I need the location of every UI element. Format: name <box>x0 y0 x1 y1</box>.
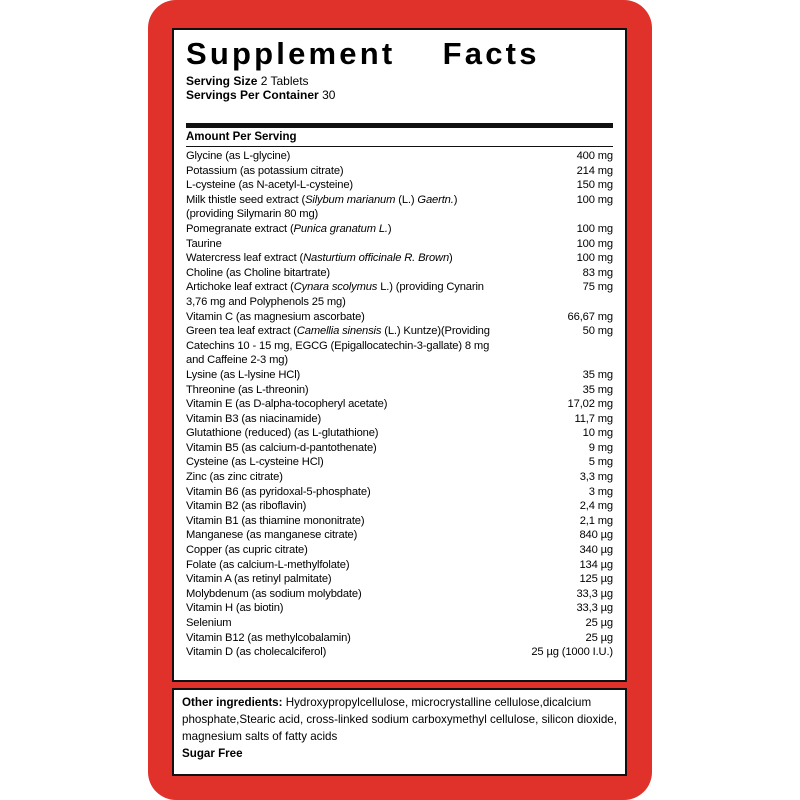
ingredient-amount: 25 µg <box>585 617 613 629</box>
ingredient-amount: 100 mg <box>576 193 613 206</box>
ingredient-row <box>186 528 613 543</box>
ingredient-name: Vitamin B12 (as methylcobalamin) <box>186 631 351 644</box>
ingredient-row <box>186 645 613 660</box>
ingredient-row <box>186 266 613 281</box>
ingredient-name: Watercress leaf extract (Nasturtium officinale R. Brown) <box>186 252 453 265</box>
ingredient-name: Cysteine (as L-cysteine HCl) <box>186 456 324 469</box>
ingredient-amount: 3 mg <box>588 485 613 498</box>
supplement-facts-panel <box>172 28 627 682</box>
ingredient-row <box>186 543 613 558</box>
ingredient-name: Taurine <box>186 237 222 250</box>
ingredient-name: Lysine (as L-lysine HCl) <box>186 368 301 381</box>
ingredient-name: Vitamin B2 (as riboflavin) <box>186 500 307 513</box>
ingredient-row <box>186 558 613 573</box>
ingredient-amount: 17,02 mg <box>567 398 613 411</box>
ingredient-amount: 66,67 mg <box>567 310 613 323</box>
ingredient-row <box>186 572 613 587</box>
ingredient-row <box>186 601 613 616</box>
ingredient-name: Vitamin D (as cholecalciferol) <box>186 646 327 659</box>
ingredient-amount: 2,4 mg <box>579 500 613 513</box>
other-ingredients-label: Other ingredients: <box>182 696 283 709</box>
ingredient-name: L-cysteine (as N-acetyl-L-cysteine) <box>186 179 353 192</box>
ingredient-amount: 100 mg <box>576 252 613 265</box>
thin-divider <box>186 146 613 147</box>
ingredient-row <box>186 499 613 514</box>
ingredient-name: Threonine (as L-threonin) <box>186 383 309 396</box>
ingredient-amount: 11,7 mg <box>574 412 613 425</box>
ingredient-name: Vitamin A (as retinyl palmitate) <box>186 573 332 586</box>
ingredient-name: Artichoke leaf extract (Cynara scolymus L.) (providing Cynarin 3,76 mg and Polyphenols 25 mg) <box>186 281 484 308</box>
serving-size-line <box>186 74 335 88</box>
ingredient-amount: 125 µg <box>579 573 613 586</box>
servings-per-container-label: Servings Per Container <box>186 88 319 102</box>
ingredient-amount: 840 µg <box>579 529 613 542</box>
ingredient-name: Copper (as cupric citrate) <box>186 544 308 557</box>
ingredient-name: Folate (as calcium-L-methylfolate) <box>186 558 350 571</box>
ingredient-amount: 50 mg <box>582 325 613 338</box>
ingredient-row <box>186 397 613 412</box>
ingredient-row <box>186 193 613 222</box>
ingredient-row <box>186 149 613 164</box>
ingredient-amount: 134 µg <box>579 558 613 571</box>
ingredient-amount: 25 µg (1000 I.U.) <box>531 646 613 659</box>
ingredient-amount: 25 µg <box>585 631 613 644</box>
ingredient-name: Vitamin E (as D-alpha-tocopheryl acetate) <box>186 398 388 411</box>
ingredient-row <box>186 164 613 179</box>
ingredient-name: Glutathione (reduced) (as L-glutathione) <box>186 427 379 440</box>
ingredient-name: Pomegranate extract (Punica granatum L.) <box>186 222 392 235</box>
ingredient-amount: 5 mg <box>588 456 613 469</box>
ingredient-amount: 9 mg <box>588 441 613 454</box>
ingredient-row <box>186 324 613 368</box>
ingredient-amount: 2,1 mg <box>579 514 613 527</box>
ingredient-row <box>186 587 613 602</box>
ingredient-row <box>186 280 613 309</box>
servings-per-container-value: 30 <box>322 88 336 102</box>
ingredient-name: Glycine (as L-glycine) <box>186 150 291 162</box>
ingredient-row <box>186 222 613 237</box>
ingredient-row <box>186 251 613 266</box>
ingredient-row <box>186 514 613 529</box>
ingredient-name: Potassium (as potassium citrate) <box>186 164 344 177</box>
ingredient-amount: 340 µg <box>579 544 613 557</box>
thick-divider <box>186 123 613 128</box>
ingredient-row <box>186 631 613 646</box>
ingredient-name: Vitamin B3 (as niacinamide) <box>186 412 322 425</box>
ingredient-amount: 35 mg <box>582 368 613 381</box>
ingredient-row <box>186 383 613 398</box>
ingredient-name: Manganese (as manganese citrate) <box>186 529 358 542</box>
ingredient-name: Vitamin B6 (as pyridoxal-5-phosphate) <box>186 485 371 498</box>
ingredient-row <box>186 368 613 383</box>
ingredient-amount: 150 mg <box>576 179 613 192</box>
ingredient-name: Zinc (as zinc citrate) <box>186 471 283 484</box>
ingredient-row <box>186 470 613 485</box>
ingredient-row <box>186 178 613 193</box>
servings-per-container-line <box>186 88 335 102</box>
ingredient-amount: 100 mg <box>576 237 613 250</box>
ingredient-amount: 83 mg <box>582 266 613 279</box>
ingredient-name: Vitamin B1 (as thiamine mononitrate) <box>186 514 365 527</box>
ingredient-row <box>186 616 613 631</box>
ingredient-name: Milk thistle seed extract (Silybum marianum (L.) Gaertn.) (providing Silymarin 80 mg) <box>186 193 458 221</box>
ingredient-name: Green tea leaf extract (Camellia sinensis (L.) Kuntze)(Providing Catechins 10 - 15 mg, EGCG (Epigallocatechin-3-gallate) 8 mg and Caffeine 2-3 mg) <box>186 325 490 367</box>
ingredient-row <box>186 310 613 325</box>
ingredient-row <box>186 426 613 441</box>
ingredient-row <box>186 237 613 252</box>
sugar-free-label: Sugar Free <box>182 747 243 760</box>
other-ingredients-text-block <box>182 694 617 745</box>
ingredient-row <box>186 485 613 500</box>
ingredient-name: Molybdenum (as sodium molybdate) <box>186 587 362 600</box>
ingredient-name: Vitamin H (as biotin) <box>186 602 284 615</box>
ingredient-amount: 33,3 µg <box>576 602 613 615</box>
ingredient-row <box>186 455 613 470</box>
other-ingredients-panel <box>172 688 627 776</box>
ingredient-row <box>186 412 613 427</box>
other-ingredients-text: Hydroxypropylcellulose, microcrystalline cellulose,dicalcium phosphate,Stearic acid, cross-linked sodium carboxymethyl cellulose, silicon dioxide, magnesium salts of fatty acids <box>182 696 617 743</box>
ingredient-row <box>186 441 613 456</box>
ingredient-name: Choline (as Choline bitartrate) <box>186 266 330 279</box>
amount-per-serving-header: Amount Per Serving <box>186 131 297 143</box>
ingredient-amount: 75 mg <box>582 281 613 294</box>
ingredient-name: Vitamin B5 (as calcium-d-pantothenate) <box>186 441 377 454</box>
ingredient-amount: 400 mg <box>576 150 613 162</box>
ingredient-name: Vitamin C (as magnesium ascorbate) <box>186 310 365 323</box>
panel-title: Supplement Facts <box>186 36 540 71</box>
serving-info <box>186 74 335 102</box>
ingredient-amount: 100 mg <box>576 222 613 235</box>
ingredient-name: Selenium <box>186 617 232 629</box>
sugar-free-note <box>182 745 617 762</box>
ingredient-amount: 214 mg <box>576 164 613 177</box>
ingredient-amount: 10 mg <box>582 427 613 440</box>
ingredient-amount: 3,3 mg <box>579 471 613 484</box>
ingredient-list <box>186 149 613 660</box>
serving-size-value: 2 Tablets <box>260 74 309 88</box>
ingredient-amount: 35 mg <box>582 383 613 396</box>
serving-size-label: Serving Size <box>186 74 258 88</box>
ingredient-amount: 33,3 µg <box>576 587 613 600</box>
